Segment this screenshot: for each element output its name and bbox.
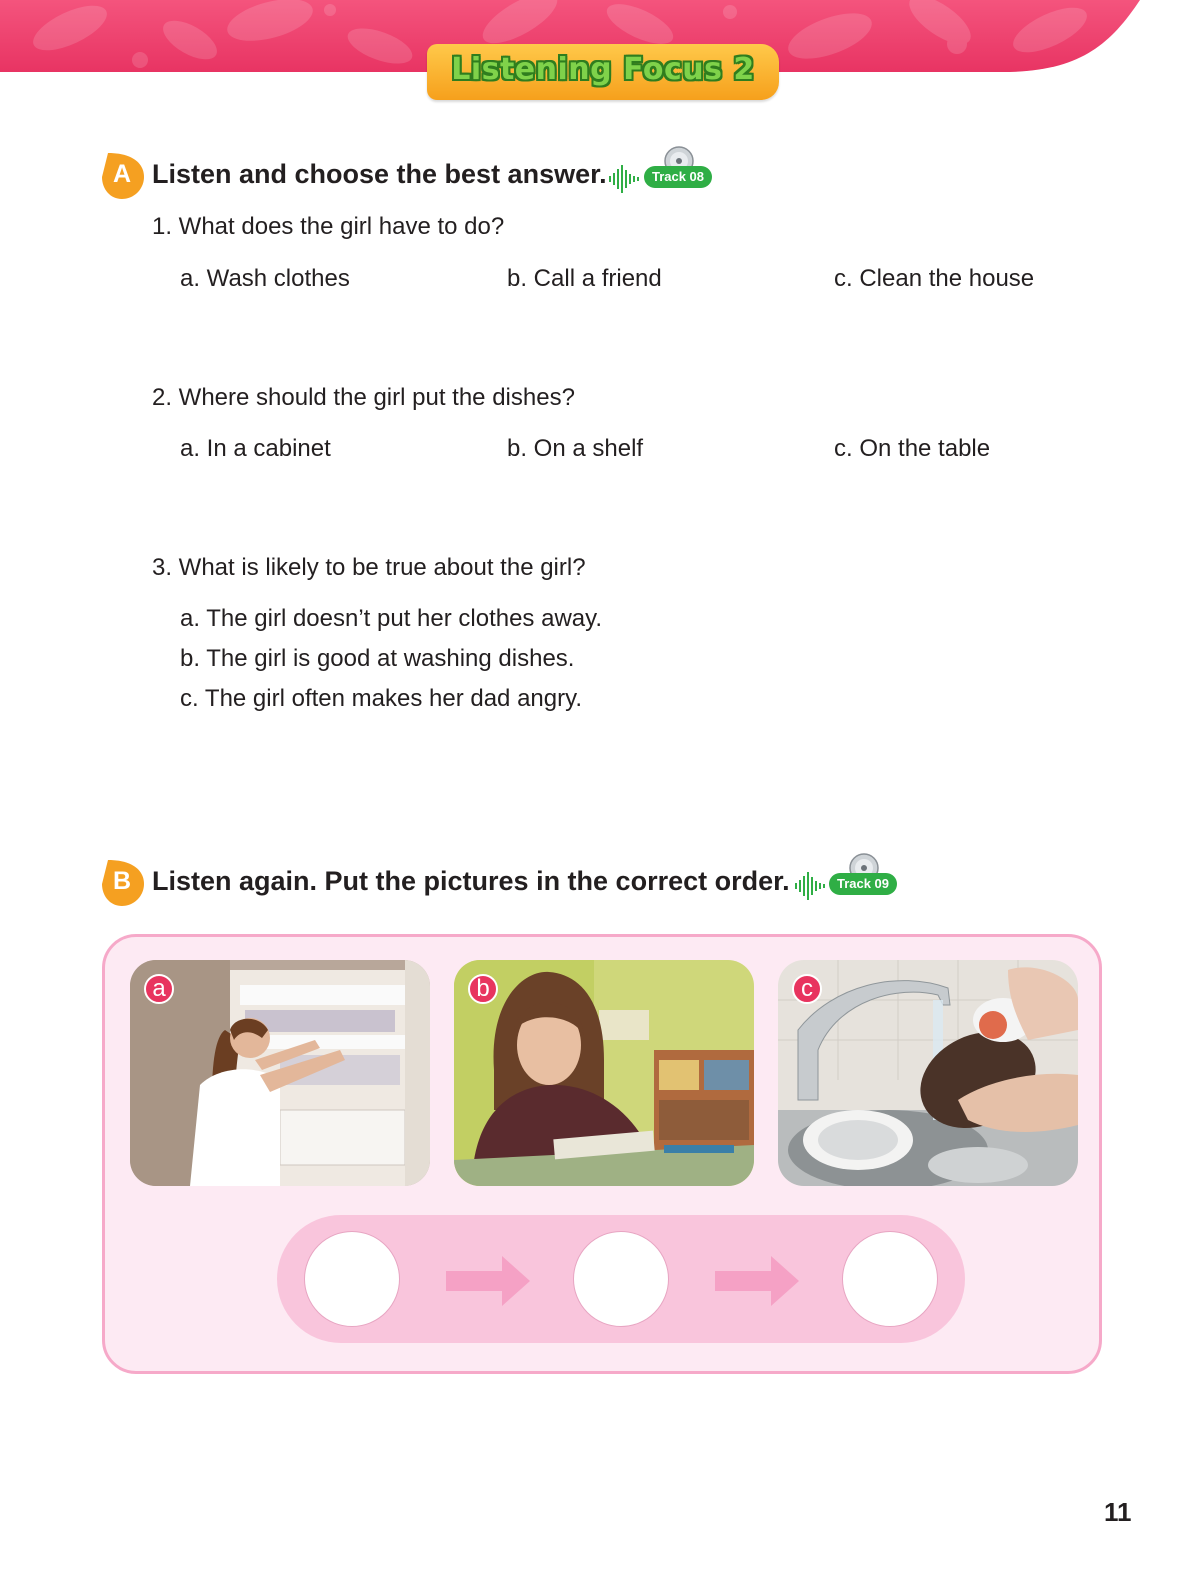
audio-wave-icon[interactable] — [609, 165, 639, 193]
question-3: 3. What is likely to be true about the girl? — [152, 554, 586, 581]
arrow-right-icon — [446, 1256, 530, 1306]
section-b-title: Listen again. Put the pictures in the correct order. — [152, 866, 790, 896]
picture-label-c: c — [792, 974, 822, 1004]
q2-option-a[interactable]: a. In a cabinet — [180, 435, 331, 462]
q2-option-c[interactable]: c. On the table — [834, 435, 991, 462]
track-08-button[interactable]: Track 08 — [644, 146, 714, 190]
section-a-badge: A — [102, 153, 148, 199]
q3-option-c[interactable]: c. The girl often makes her dad angry. — [180, 685, 582, 712]
q1-option-c[interactable]: c. Clean the house — [834, 265, 1035, 292]
photo-a-folding-clothes[interactable] — [130, 960, 430, 1186]
audio-wave-icon[interactable] — [795, 872, 825, 900]
question-2: 2. Where should the girl put the dishes? — [152, 384, 575, 411]
page-title: Listening Focus 2 — [451, 52, 755, 87]
picture-label-a: a — [144, 974, 174, 1004]
q1-option-a[interactable]: a. Wash clothes — [180, 265, 350, 292]
picture-label-b: b — [468, 974, 498, 1004]
page-number: 11 — [1104, 1497, 1132, 1527]
photo-c-washing-dishes[interactable] — [778, 960, 1078, 1186]
section-b-badge: B — [102, 860, 148, 906]
answer-circle-1[interactable] — [304, 1231, 400, 1327]
answer-circle-3[interactable] — [842, 1231, 938, 1327]
section-a-title: Listen and choose the best answer. — [152, 159, 607, 189]
q3-option-b[interactable]: b. The girl is good at washing dishes. — [180, 645, 575, 672]
q1-option-b[interactable]: b. Call a friend — [507, 265, 662, 292]
q3-option-a[interactable]: a. The girl doesn’t put her clothes away. — [180, 605, 603, 632]
photo-b-girl-writing[interactable] — [454, 960, 754, 1186]
arrow-right-icon — [715, 1256, 799, 1306]
track-09-button[interactable]: Track 09 — [829, 853, 899, 897]
section-title-tab — [427, 44, 779, 100]
q2-option-b[interactable]: b. On a shelf — [507, 435, 644, 462]
answer-circle-2[interactable] — [573, 1231, 669, 1327]
question-1: 1. What does the girl have to do? — [152, 213, 505, 240]
